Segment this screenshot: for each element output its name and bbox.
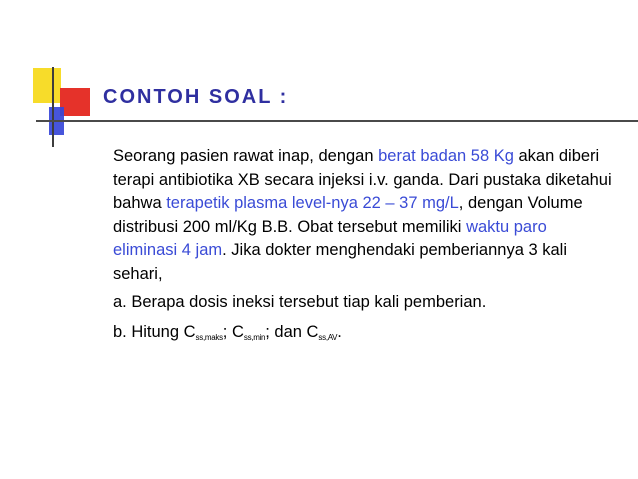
title-divider-line xyxy=(36,120,638,122)
highlight-plasma-level: terapetik plasma level-nya 22 – 37 mg/L xyxy=(166,194,459,212)
paragraph-text-3: , dengan Volume distribusi 200 ml/Kg B.B. Obat tersebut memiliki xyxy=(113,194,583,236)
question-a: a. Berapa dosis ineksi tersebut tiap kali pemberian. xyxy=(113,293,487,311)
slide-title: CONTOH SOAL : xyxy=(103,86,289,108)
question-b-mid-1: ; C xyxy=(222,322,244,341)
decor-square-red xyxy=(60,88,90,116)
question-b xyxy=(113,321,613,350)
paragraph-text-1: Seorang pasien rawat inap, dengan xyxy=(113,147,379,165)
question-b-mid-2: ; dan C xyxy=(265,322,319,341)
paragraph-text-2: akan diberi terapi antibiotika XB secara injeksi i.v. ganda. Dari pustaka diketahui bahwa xyxy=(113,147,612,212)
highlight-half-life: waktu paro eliminasi 4 jam xyxy=(113,217,547,259)
highlight-body-weight: berat badan 58 Kg xyxy=(378,147,514,165)
question-b-prefix: b. Hitung C xyxy=(113,322,196,341)
decor-square-yellow xyxy=(33,68,61,103)
question-b-suffix: . xyxy=(337,322,342,341)
subscript-ss-av: ss,AV xyxy=(318,332,338,342)
paragraph-text-4: . Jika dokter menghendaki pemberiannya 3 kali sehari, xyxy=(113,241,567,283)
problem-paragraph xyxy=(113,145,613,286)
subscript-ss-min: ss,min xyxy=(243,332,266,342)
subscript-ss-maks: ss,maks xyxy=(195,332,223,342)
slide-body xyxy=(113,145,613,349)
decor-vertical-line xyxy=(52,67,54,147)
